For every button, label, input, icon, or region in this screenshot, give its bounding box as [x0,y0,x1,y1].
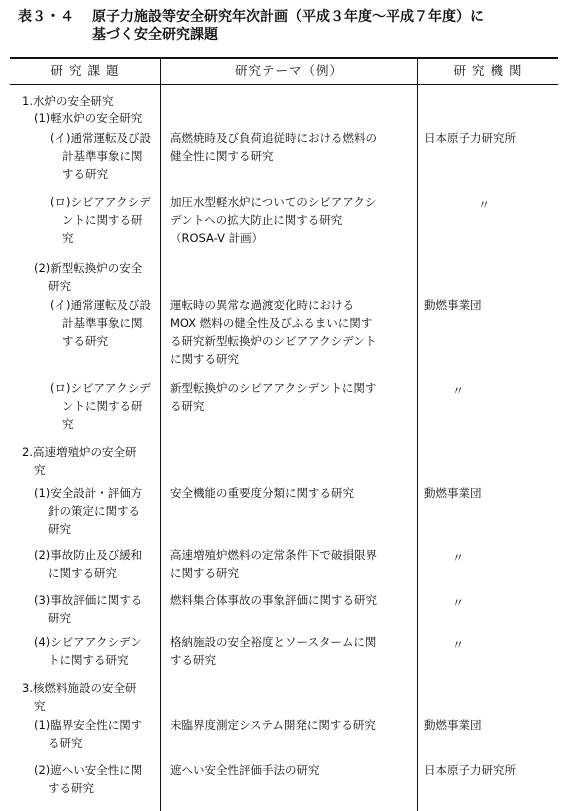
ditto-mark: 〃 [452,596,465,610]
subject-line: (3)事故評価に関する [34,593,143,607]
header-research-subject: 研 究 課 題 [50,63,120,78]
theme-line: 運転時の異常な過渡変化時における [170,298,354,312]
section-2-title: 究 [34,463,46,477]
theme-line: 燃料集合体事故の事象評価に関する研究 [170,593,377,607]
theme-line: 健全性に関する研究 [170,149,274,163]
table-top-rule [10,57,558,59]
table-header-rule [10,84,558,85]
subject-line: 計基準事象に関 [62,316,143,330]
subject-line: ントに関する研 [62,399,143,413]
header-research-institution: 研 究 機 関 [453,63,523,78]
theme-line: MOX 燃料の健全性及びふるまいに関す [170,316,373,330]
header-research-theme: 研究テーマ（例） [234,63,343,78]
subject-line: する研究 [48,781,94,795]
institution-name: 日本原子力研究所 [424,131,516,145]
theme-line: る研究新型転換炉のシビアアクシデント [170,334,377,348]
section-1-2-title: (2)新型転換炉の安全 [34,261,143,275]
institution-name: 日本原子力研究所 [424,763,516,777]
table-title-line1: 原子力施設等安全研究年次計画（平成３年度～平成７年度）に [92,9,484,25]
section-3-title: 究 [34,699,46,713]
table-title-line2: 基づく安全研究課題 [92,27,218,43]
table-caption [18,8,558,44]
theme-line: 加圧水型軽水炉についてのシビアアクシ [170,195,377,209]
subject-line: 針の策定に関する [48,504,140,518]
subject-line: (1)臨界安全性に関す [34,718,143,732]
institution-name: 動燃事業団 [424,486,482,500]
ditto-mark: 〃 [452,384,465,398]
subject-line: (2)事故防止及び緩和 [34,548,143,562]
theme-line: デントへの拡大防止に関する研究 [170,213,343,227]
subject-line: 研究 [48,522,71,536]
theme-line: る研究 [170,399,205,413]
theme-line: に関する研究 [170,566,239,580]
institution-name: 動燃事業団 [424,298,482,312]
subject-line: 計基準事象に関 [62,149,143,163]
subject-line: トに関する研究 [48,653,129,667]
theme-line: 高燃焼時及び負荷追従時における燃料の [170,131,377,145]
subject-line: する研究 [62,167,108,181]
theme-line: 格納施設の安全裕度とソースタームに関 [170,635,377,649]
subject-line: 研究 [48,611,71,625]
theme-line: する研究 [170,653,216,667]
theme-line: 未臨界度測定システム開発に関する研究 [170,718,376,732]
subject-line: 究 [62,231,74,245]
subject-line: (2)遮へい安全性に関 [34,763,143,777]
ditto-mark: 〃 [478,198,491,212]
subject-line: る研究 [48,736,83,750]
column-divider-1 [160,59,161,811]
section-1-title: 1.水炉の安全研究 [22,94,114,108]
ditto-mark: 〃 [452,551,465,565]
ditto-mark: 〃 [452,638,465,652]
theme-line: 高速増殖炉燃料の定常条件下で破損限界 [170,548,377,562]
subject-line: に関する研究 [48,566,117,580]
subject-line: (ロ)シビアアクシデ [50,381,151,395]
subject-line: する研究 [62,334,108,348]
section-3-title: 3.核燃料施設の安全研 [22,681,137,695]
theme-line: 遮へい安全性評価手法の研究 [170,763,320,777]
subject-line: ントに関する研 [62,213,143,227]
table-number: 表３・４ [18,9,74,25]
subject-line: (ロ)シビアアクシデ [50,195,151,209]
theme-line: 安全機能の重要度分類に関する研究 [170,486,354,500]
section-1-1-title: (1)軽水炉の安全研究 [34,111,143,125]
subject-line: (4)シビアアクシデン [34,635,142,649]
subject-line: (イ)通常運転及び設 [50,131,151,145]
theme-line: （ROSA-V 計画） [170,231,264,245]
section-1-2-title: 研究 [48,279,71,293]
section-2-title: 2.高速増殖炉の安全研 [22,445,137,459]
column-divider-2 [417,59,418,811]
theme-line: 新型転換炉のシビアアクシデントに関す [170,381,377,395]
institution-name: 動燃事業団 [424,718,482,732]
subject-line: (1)安全設計・評価方 [34,486,143,500]
subject-line: (イ)通常運転及び設 [50,298,151,312]
theme-line: に関する研究 [170,352,239,366]
subject-line: 究 [62,417,74,431]
